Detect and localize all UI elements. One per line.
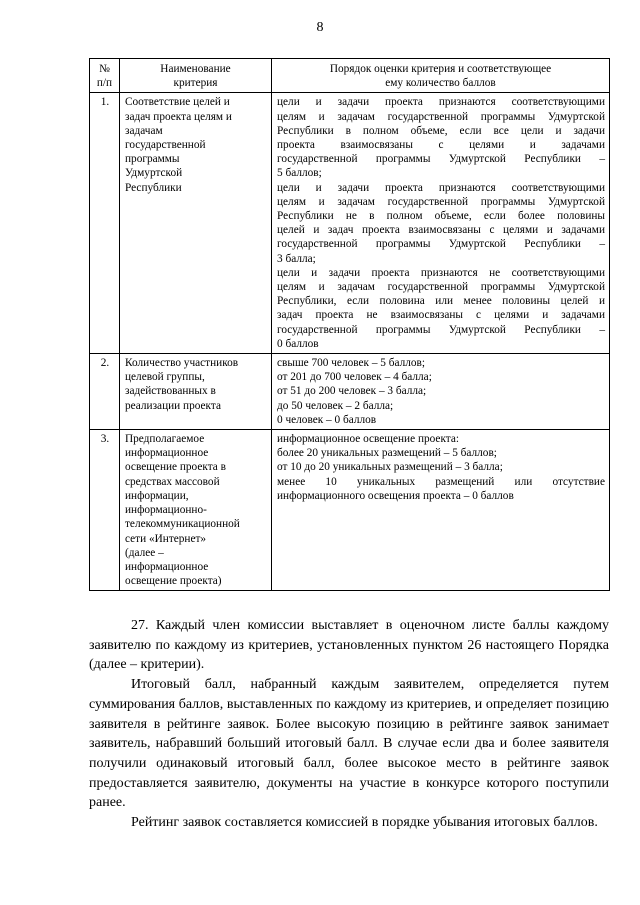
table-row: [90, 430, 610, 591]
description-line: государственной программы Удмуртской Республики –: [277, 238, 605, 251]
header-criterion-name: [120, 59, 272, 93]
criterion-name-line: (далее –: [125, 546, 164, 559]
description-line: более 20 уникальных размещений – 5 баллов;: [277, 447, 497, 460]
criterion-name-line: целевой группы,: [125, 371, 205, 384]
criterion-name-line: средствах массовой: [125, 475, 220, 488]
description-line: государственной программы Удмуртской Республики –: [277, 153, 605, 166]
description-line: информационного освещения проекта – 0 баллов: [277, 489, 514, 502]
row-number: 2.: [90, 354, 120, 430]
description-line: до 50 человек – 2 балла;: [277, 399, 394, 412]
criterion-name-line: Республики: [125, 181, 182, 194]
evaluation-description: [272, 354, 610, 430]
description-line: свыше 700 человек – 5 баллов;: [277, 357, 426, 370]
description-line: цели и задачи проекта признаются соответствующими: [277, 96, 605, 109]
body-text: [89, 616, 609, 833]
evaluation-description: [272, 430, 610, 591]
description-line: 5 баллов;: [277, 167, 322, 180]
criterion-name: [120, 430, 272, 591]
criterion-name-line: программы: [125, 153, 180, 166]
criterion-name: [120, 93, 272, 354]
description-line: цели и задачи проекта признаются не соответствующими: [277, 266, 605, 279]
criterion-name-line: государственной: [125, 139, 206, 152]
description-line: Республики, если половина или менее половины целей и: [277, 295, 605, 308]
description-line: от 201 до 700 человек – 4 балла;: [277, 371, 432, 384]
description-line: проекта взаимосвязаны с целями и задачами: [277, 139, 605, 152]
evaluation-description: [272, 93, 610, 354]
header-name-line: Наименование: [160, 63, 231, 75]
paragraph-final-score: Итоговый балл, набранный каждым заявителем, определяется путем суммирования баллов, выставленных по каждому из критериев, и определяет позицию заявителя в рейтинге заявок. Более высокую позицию в рейтинге заявок занимает заявитель, набравший больший итоговый балл. В случае если два и более заявителя получили одинаковый итоговый балл, более высокое место в рейтинге заявок предоставляется заявителю, документы на участие в конкурсе которого поступили ранее.: [89, 677, 609, 811]
criterion-name-line: Соответствие целей и: [125, 96, 230, 109]
description-line: целям и задачам государственной программы Удмуртской: [277, 195, 605, 208]
criterion-name-line: освещение проекта в: [125, 461, 226, 474]
description-line: 3 балла;: [277, 252, 316, 265]
criteria-table: [89, 58, 610, 591]
table-header-row: [90, 59, 610, 93]
criterion-name-line: информационное: [125, 560, 209, 573]
header-number-line: п/п: [96, 77, 113, 90]
description-line: 0 баллов: [277, 337, 319, 350]
header-name-line: критерия: [173, 77, 218, 90]
description-line: Республики в полном объеме, если все цели и задачи: [277, 124, 605, 137]
criterion-name-line: Предполагаемое: [125, 433, 205, 446]
page-number: 8: [316, 20, 324, 35]
criterion-name-line: телекоммуникационной: [125, 518, 240, 531]
row-number: 3.: [90, 430, 120, 591]
paragraph-rating: Рейтинг заявок составляется комиссией в порядке убывания итоговых баллов.: [131, 815, 598, 831]
description-line: менее 10 уникальных размещений или отсутствие: [277, 475, 605, 488]
table-row: [90, 354, 610, 430]
description-line: целям и задачам государственной программы Удмуртской: [277, 110, 605, 123]
criterion-name-line: задач проекта целям и: [125, 110, 232, 123]
row-number: 1.: [90, 93, 120, 354]
criterion-name-line: сети «Интернет»: [125, 532, 207, 545]
paragraph-27: 27. Каждый член комиссии выставляет в оценочном листе баллы каждому заявителю по каждому из критериев, установленных пунктом 26 настоящего Порядка (далее – критерии).: [89, 618, 609, 673]
criterion-name-line: информации,: [125, 489, 189, 502]
criterion-name-line: задачам: [125, 124, 163, 137]
header-number-line: №: [99, 63, 110, 75]
criterion-name: [120, 354, 272, 430]
description-line: Республики не в полном объеме, если более половины: [277, 210, 605, 223]
description-line: целей и задач проекта взаимосвязаны с целями и задачами: [277, 224, 605, 237]
description-line: от 51 до 200 человек – 3 балла;: [277, 385, 427, 398]
description-line: государственной программы Удмуртской Республики –: [277, 323, 605, 336]
criterion-name-line: информационное: [125, 447, 209, 460]
criterion-name-line: информационно-: [125, 504, 207, 517]
description-line: целям и задачам государственной программы Удмуртской: [277, 281, 605, 294]
header-evaluation-order: [272, 59, 610, 93]
criterion-name-line: освещение проекта): [125, 575, 222, 588]
description-line: цели и задачи проекта признаются соответствующими: [277, 181, 605, 194]
criterion-name-line: Количество участников: [125, 357, 239, 370]
criterion-name-line: задействованных в: [125, 385, 216, 398]
criterion-name-line: реализации проекта: [125, 399, 221, 412]
description-line: информационное освещение проекта:: [277, 433, 460, 446]
header-number: [90, 59, 120, 93]
description-line: 0 человек – 0 баллов: [277, 413, 377, 426]
header-order-line: Порядок оценки критерия и соответствующее: [329, 63, 552, 75]
description-line: задач проекта не взаимосвязаны с целями и задачами: [277, 309, 605, 322]
description-line: от 10 до 20 уникальных размещений – 3 балла;: [277, 461, 503, 474]
criterion-name-line: Удмуртской: [125, 167, 183, 180]
table-row: [90, 93, 610, 354]
header-order-line: ему количество баллов: [385, 77, 496, 90]
